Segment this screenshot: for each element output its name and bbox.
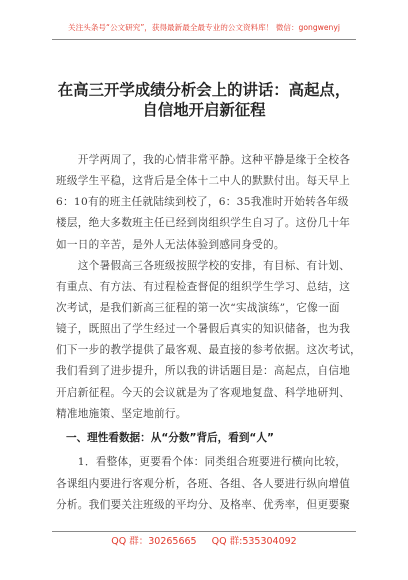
- footer-divider: [52, 531, 356, 532]
- text-line: 次考试，是我们新高三征程的第一次“实战演练”，它像一面: [56, 301, 340, 314]
- text-line: 我们看到了进步提升，所以我的讲话题目是：高起点，自信地: [56, 365, 351, 378]
- text-line: 开学两周了，我的心情非常平静。这种平静是缘于全校各: [56, 154, 351, 166]
- text-line: 镜子，既照出了学生经过一个暑假后真实的知识储备，也为我: [56, 323, 351, 336]
- text-line: 如一日的辛苦，是外人无法体验到感同身受的。: [56, 238, 285, 251]
- text-line: 开启新征程。今天的会议就是为了客观地复盘、科学地研判、: [56, 386, 351, 399]
- footer-qq-group-2: QQ 群:535304092: [211, 536, 297, 547]
- footer-qq-group-1: QQ 群：30265665: [111, 536, 197, 547]
- section-heading: 一、理性看数据：从“分数”背后，看到“人”: [66, 432, 274, 444]
- text-line: 6：10有的班主任就陆续到校了，6：35我准时开始转各年级: [56, 196, 349, 209]
- text-line: 们下一步的教学提供了最客观、最直接的参考依据。这次考试，: [56, 344, 362, 357]
- section-body: [56, 452, 352, 517]
- paragraph-1: [56, 150, 352, 256]
- document-body: [56, 150, 362, 425]
- document-title: [40, 80, 368, 120]
- text-line: 班级学生平稳，这背后是全体十二中人的默默付出。每天早上: [56, 175, 351, 188]
- text-line: 各课组内要进行客观分析，各班、各组、各人要进行纵向增值: [56, 477, 351, 490]
- header-divider: [52, 39, 356, 40]
- text-line: 1．看整体，更要看个体：同类组合班要进行横向比较，: [56, 456, 347, 468]
- text-line: 有重点、有方法、有过程检查督促的组织学生学习、总结，这: [56, 280, 351, 293]
- footer: [0, 533, 408, 547]
- text-line: 精准地施策、坚定地前行。: [56, 407, 187, 420]
- paragraph-2: [56, 256, 362, 425]
- title-line-1: 在高三开学成绩分析会上的讲话：高起点，: [57, 81, 351, 99]
- promo-banner: 关注头条号“公文研究”，获得最新最全最专业的公文资料库！ 微信：gongwenyj: [68, 23, 340, 32]
- text-line: 分析。我们要关注班级的平均分、及格率、优秀率，但更要聚: [56, 499, 351, 511]
- text-line: 楼层，绝大多数班主任已经到岗组织学生自习了。这份几十年: [56, 217, 351, 230]
- title-line-2: 自信地开启新征程: [142, 101, 266, 119]
- text-line: 这个暑假高三各班级按照学校的安排，有目标、有计划、: [56, 259, 351, 272]
